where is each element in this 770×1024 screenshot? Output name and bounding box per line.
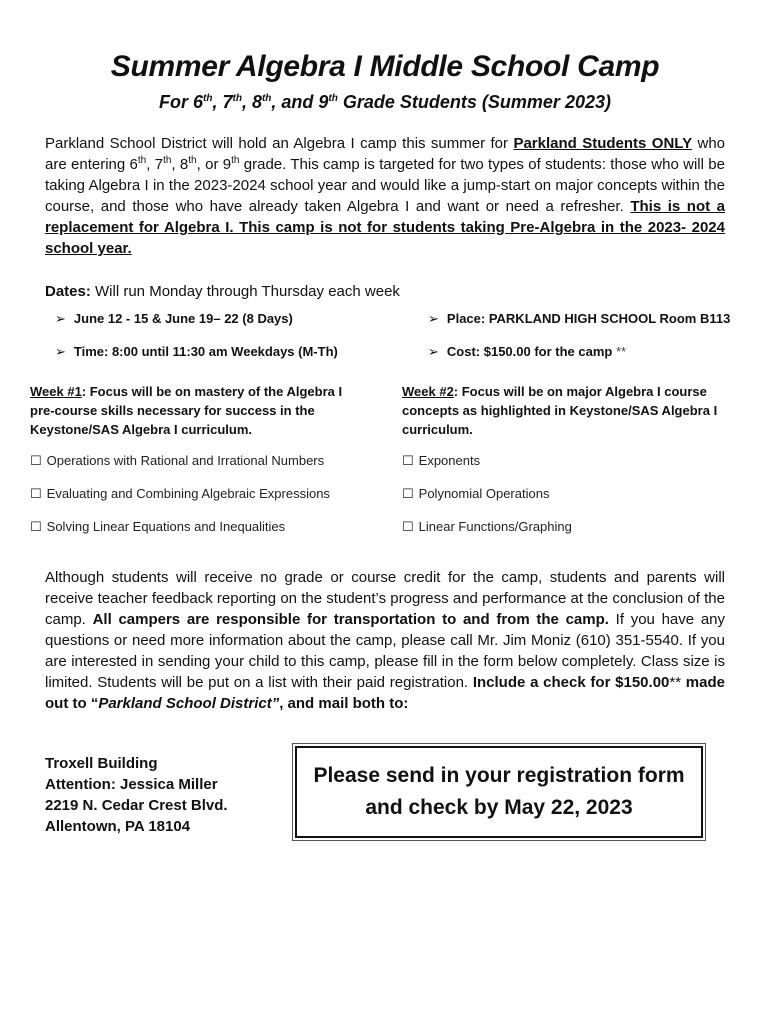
- intro-text: who are entering 6: [45, 135, 726, 173]
- week1-label: Week #1: [30, 384, 82, 399]
- address-line: Allentown, PA 18104: [45, 818, 191, 835]
- subtitle-text: , 7: [212, 92, 233, 112]
- address-line: Troxell Building: [45, 755, 158, 772]
- week1-topic: [30, 453, 324, 469]
- week2-topic: [402, 453, 480, 469]
- intro-text: , 8: [171, 156, 189, 173]
- bullet-time-text: Time: 8:00 until 11:30 am Weekdays (M-Th): [73, 344, 338, 359]
- dates-text: Will run Monday through Thursday each week: [90, 283, 400, 300]
- subtitle-text: , 8: [241, 92, 262, 112]
- dates-label: Dates:: [45, 283, 91, 300]
- checkbox-icon: ☐: [30, 453, 42, 468]
- checkbox-icon: ☐: [402, 486, 414, 501]
- bullet-place-text: Place: PARKLAND HIGH SCHOOL Room B113: [446, 311, 731, 326]
- intro-sup: th: [137, 155, 147, 166]
- check-instruction: Include a check for $150.00: [472, 674, 670, 691]
- week1-text: : Focus will be on mastery of the Algebra I pre-course skills necessary for success in the Keystone/SAS Algebra I curriculum.: [30, 384, 343, 437]
- subtitle-sup: th: [203, 93, 213, 104]
- arrow-bullet-icon: ➢: [428, 311, 439, 326]
- week1-topic: [30, 519, 285, 535]
- week2-label: Week #2: [402, 384, 454, 399]
- dates-line: [45, 283, 400, 300]
- intro-disclaimer: This is not a replacement for Algebra I. This camp is not for students taking Pre-Algebra in the 2023- 2024 school year.: [45, 198, 725, 257]
- subtitle-sup: th: [328, 93, 338, 104]
- check-instruction: , and mail both to:: [279, 695, 409, 712]
- page-title: Summer Algebra I Middle School Camp: [110, 50, 660, 83]
- intro-sup: th: [163, 155, 172, 166]
- intro-text: , 7: [146, 156, 164, 173]
- subtitle-sup: th: [232, 93, 242, 104]
- arrow-bullet-icon: ➢: [428, 344, 439, 359]
- deadline-notice-line: and check by May 22, 2023: [365, 796, 633, 819]
- intro-sup: th: [188, 155, 197, 166]
- week1-topic-label: Operations with Rational and Irrational Numbers: [46, 453, 325, 468]
- deadline-notice-box: [295, 746, 703, 838]
- checkbox-icon: ☐: [402, 519, 414, 534]
- fee-footnote-marker: **: [669, 674, 682, 691]
- subtitle-sup: th: [261, 93, 272, 104]
- bullet-place: [428, 311, 730, 327]
- intro-text: , or 9: [196, 156, 232, 173]
- details-text: If you have any questions or need more information about the camp, please call Mr. Jim Moniz (610) 351-5540. If you are interested in sending your child to this camp, please fill in the form below completely. Class size is limited. Students will be put on a list with their paid registration.: [45, 611, 726, 691]
- arrow-bullet-icon: ➢: [55, 311, 66, 326]
- cost-footnote-marker: **: [612, 344, 627, 359]
- week1-topic-label: Solving Linear Equations and Inequalities: [46, 519, 286, 534]
- intro-text: Parkland School District will hold an Algebra I camp this summer for: [45, 135, 514, 152]
- intro-emphasis: Parkland Students ONLY: [513, 135, 693, 152]
- details-text: Although students will receive no grade or course credit for the camp, students and parents will receive teacher feedback reporting on the student’s progress and performance at the conclusion of the camp.: [45, 569, 725, 628]
- arrow-bullet-icon: ➢: [55, 344, 66, 359]
- week2-text: : Focus will be on major Algebra I course concepts as highlighted in Keystone/SAS Algebra I curriculum.: [402, 384, 718, 437]
- week1-topic-label: Evaluating and Combining Algebraic Expressions: [46, 486, 330, 501]
- deadline-notice-line: Please send in your registration form: [313, 764, 685, 787]
- bullet-cost-text: Cost: $150.00 for the camp: [446, 344, 613, 359]
- checkbox-icon: ☐: [30, 519, 42, 534]
- week2-description: [402, 382, 727, 439]
- bullet-cost: [428, 344, 626, 360]
- address-line: Attention: Jessica Miller: [45, 776, 218, 793]
- intro-paragraph: [45, 133, 725, 259]
- intro-text: grade. This camp is targeted for two types of students: those who will be taking Algebra I in the 2023-2024 school year and would like a jump-start on major concepts within the course, and those who have already taken Algebra I and want or need a refresher.: [45, 156, 725, 215]
- week1-topic: [30, 486, 330, 502]
- transportation-notice: All campers are responsible for transportation to and from the camp.: [92, 611, 609, 628]
- week2-topic: [402, 486, 549, 502]
- check-instruction: made out to “: [45, 674, 725, 712]
- week2-topic: [402, 519, 572, 535]
- week2-topic-label: Exponents: [418, 453, 481, 468]
- week1-description: [30, 382, 355, 439]
- bullet-time: [55, 344, 338, 360]
- mailing-address: [45, 753, 228, 837]
- intro-sup: th: [231, 155, 240, 166]
- checkbox-icon: ☐: [402, 453, 414, 468]
- subtitle-text: Grade Students (Summer 2023): [337, 92, 611, 112]
- week2-topic-label: Linear Functions/Graphing: [418, 519, 572, 534]
- week2-topic-label: Polynomial Operations: [418, 486, 550, 501]
- page-subtitle: [0, 92, 770, 113]
- payee-name: Parkland School District”: [98, 695, 280, 712]
- bullet-days-text: June 12 - 15 & June 19– 22 (8 Days): [73, 311, 293, 326]
- subtitle-text: , and 9: [271, 92, 329, 112]
- subtitle-text: For 6: [159, 92, 204, 112]
- details-paragraph: [45, 567, 725, 714]
- checkbox-icon: ☐: [30, 486, 42, 501]
- bullet-days: [55, 311, 293, 327]
- address-line: 2219 N. Cedar Crest Blvd.: [45, 797, 228, 814]
